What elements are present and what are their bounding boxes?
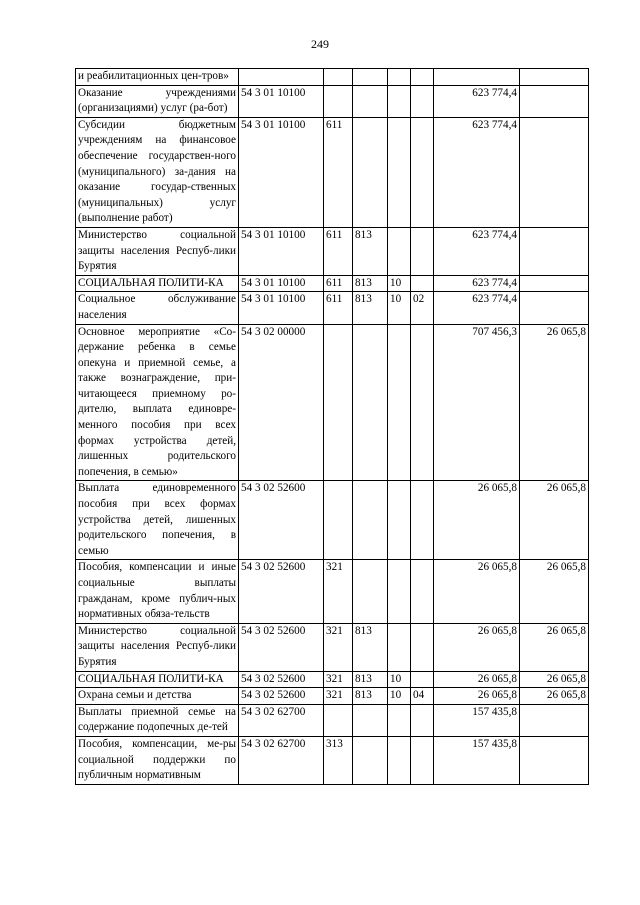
target-code-cell: 54 3 01 10100 <box>239 292 324 324</box>
federal-amount-cell <box>520 275 589 292</box>
item-name-cell: Министерство социальной защиты населения Респуб-лики Бурятия <box>76 623 239 671</box>
section-code-cell: 10 <box>388 671 411 688</box>
expense-type-cell: 321 <box>324 671 353 688</box>
ministry-code-cell <box>353 704 388 736</box>
target-code-cell: 54 3 02 62700 <box>239 736 324 784</box>
section-code-cell <box>388 117 411 227</box>
target-code-cell <box>239 69 324 86</box>
table-row <box>76 688 589 705</box>
expense-type-cell <box>324 481 353 560</box>
subsection-code-cell <box>411 671 434 688</box>
federal-amount-cell: 26 065,8 <box>520 560 589 623</box>
subsection-code-cell <box>411 69 434 86</box>
ministry-code-cell <box>353 69 388 86</box>
table-row <box>76 623 589 671</box>
item-name-cell: Выплаты приемной семье на содержание подопечных де-тей <box>76 704 239 736</box>
amount-cell: 623 774,4 <box>434 85 520 117</box>
item-name-cell: СОЦИАЛЬНАЯ ПОЛИТИ-КА <box>76 671 239 688</box>
item-name-cell: СОЦИАЛЬНАЯ ПОЛИТИ-КА <box>76 275 239 292</box>
expense-type-cell <box>324 85 353 117</box>
federal-amount-cell: 26 065,8 <box>520 623 589 671</box>
expense-type-cell: 611 <box>324 227 353 275</box>
amount-cell <box>434 69 520 86</box>
target-code-cell: 54 3 02 52600 <box>239 560 324 623</box>
section-code-cell: 10 <box>388 688 411 705</box>
amount-cell: 157 435,8 <box>434 736 520 784</box>
expense-type-cell: 611 <box>324 117 353 227</box>
item-name-cell: Министерство социальной защиты населения Респуб-лики Бурятия <box>76 227 239 275</box>
ministry-code-cell <box>353 736 388 784</box>
table-row <box>76 85 589 117</box>
target-code-cell: 54 3 01 10100 <box>239 227 324 275</box>
budget-table-body <box>76 69 589 785</box>
subsection-code-cell <box>411 736 434 784</box>
federal-amount-cell: 26 065,8 <box>520 688 589 705</box>
ministry-code-cell: 813 <box>353 275 388 292</box>
amount-cell: 623 774,4 <box>434 275 520 292</box>
item-name-cell: Основное мероприятие «Со-держание ребенка в семье опекуна и приемной семье, а также вознаграждение, при-читающееся приемному ро-дителю, выплата единовре-менного пособия при всех формах устройства детей, лишенных родительского попечения, в семью» <box>76 324 239 481</box>
amount-cell: 26 065,8 <box>434 671 520 688</box>
ministry-code-cell: 813 <box>353 623 388 671</box>
federal-amount-cell: 26 065,8 <box>520 324 589 481</box>
item-name-cell: Субсидии бюджетным учреждениям на финансовое обеспечение государствен-ного (муниципального) за-дания на оказание государ-ственных (муниципальных) услуг (выполнение работ) <box>76 117 239 227</box>
subsection-code-cell <box>411 623 434 671</box>
target-code-cell: 54 3 02 52600 <box>239 481 324 560</box>
ministry-code-cell: 813 <box>353 227 388 275</box>
target-code-cell: 54 3 02 52600 <box>239 688 324 705</box>
amount-cell: 707 456,3 <box>434 324 520 481</box>
table-row <box>76 292 589 324</box>
table-row <box>76 69 589 86</box>
section-code-cell <box>388 227 411 275</box>
subsection-code-cell <box>411 227 434 275</box>
amount-cell: 623 774,4 <box>434 227 520 275</box>
federal-amount-cell <box>520 736 589 784</box>
subsection-code-cell: 02 <box>411 292 434 324</box>
section-code-cell <box>388 560 411 623</box>
subsection-code-cell <box>411 481 434 560</box>
table-row <box>76 117 589 227</box>
item-name-cell: и реабилитационных цен-тров» <box>76 69 239 86</box>
subsection-code-cell <box>411 275 434 292</box>
target-code-cell: 54 3 02 52600 <box>239 623 324 671</box>
section-code-cell <box>388 704 411 736</box>
expense-type-cell: 321 <box>324 688 353 705</box>
expense-type-cell: 313 <box>324 736 353 784</box>
table-row <box>76 736 589 784</box>
federal-amount-cell <box>520 704 589 736</box>
expense-type-cell: 611 <box>324 292 353 324</box>
federal-amount-cell: 26 065,8 <box>520 671 589 688</box>
table-row <box>76 324 589 481</box>
ministry-code-cell <box>353 85 388 117</box>
ministry-code-cell: 813 <box>353 292 388 324</box>
ministry-code-cell <box>353 117 388 227</box>
item-name-cell: Социальное обслуживание населения <box>76 292 239 324</box>
section-code-cell <box>388 85 411 117</box>
section-code-cell <box>388 481 411 560</box>
expense-type-cell <box>324 704 353 736</box>
table-row <box>76 275 589 292</box>
budget-table <box>75 68 589 785</box>
section-code-cell <box>388 623 411 671</box>
target-code-cell: 54 3 02 52600 <box>239 671 324 688</box>
section-code-cell: 10 <box>388 292 411 324</box>
section-code-cell <box>388 736 411 784</box>
expense-type-cell: 321 <box>324 560 353 623</box>
federal-amount-cell <box>520 292 589 324</box>
subsection-code-cell <box>411 117 434 227</box>
ministry-code-cell: 813 <box>353 671 388 688</box>
item-name-cell: Охрана семьи и детства <box>76 688 239 705</box>
federal-amount-cell <box>520 69 589 86</box>
expense-type-cell <box>324 69 353 86</box>
subsection-code-cell <box>411 85 434 117</box>
section-code-cell <box>388 69 411 86</box>
amount-cell: 26 065,8 <box>434 688 520 705</box>
target-code-cell: 54 3 01 10100 <box>239 117 324 227</box>
ministry-code-cell <box>353 324 388 481</box>
federal-amount-cell <box>520 85 589 117</box>
ministry-code-cell <box>353 560 388 623</box>
table-row <box>76 227 589 275</box>
section-code-cell <box>388 324 411 481</box>
federal-amount-cell <box>520 227 589 275</box>
amount-cell: 623 774,4 <box>434 292 520 324</box>
target-code-cell: 54 3 01 10100 <box>239 275 324 292</box>
section-code-cell: 10 <box>388 275 411 292</box>
expense-type-cell: 321 <box>324 623 353 671</box>
table-row <box>76 671 589 688</box>
table-row <box>76 481 589 560</box>
item-name-cell: Пособия, компенсации, ме-ры социальной поддержки по публичным нормативным <box>76 736 239 784</box>
expense-type-cell <box>324 324 353 481</box>
table-row <box>76 560 589 623</box>
target-code-cell: 54 3 01 10100 <box>239 85 324 117</box>
amount-cell: 157 435,8 <box>434 704 520 736</box>
target-code-cell: 54 3 02 62700 <box>239 704 324 736</box>
amount-cell: 26 065,8 <box>434 623 520 671</box>
item-name-cell: Пособия, компенсации и иные социальные выплаты гражданам, кроме публич-ных нормативных обяза-тельств <box>76 560 239 623</box>
subsection-code-cell <box>411 324 434 481</box>
subsection-code-cell: 04 <box>411 688 434 705</box>
federal-amount-cell: 26 065,8 <box>520 481 589 560</box>
federal-amount-cell <box>520 117 589 227</box>
expense-type-cell: 611 <box>324 275 353 292</box>
table-row <box>76 704 589 736</box>
item-name-cell: Оказание учреждениями (организациями) услуг (ра-бот) <box>76 85 239 117</box>
ministry-code-cell: 813 <box>353 688 388 705</box>
subsection-code-cell <box>411 704 434 736</box>
subsection-code-cell <box>411 560 434 623</box>
ministry-code-cell <box>353 481 388 560</box>
item-name-cell: Выплата единовременного пособия при всех формах устройства детей, лишенных родительского попечения, в семью <box>76 481 239 560</box>
target-code-cell: 54 3 02 00000 <box>239 324 324 481</box>
page-number: 249 <box>311 37 329 51</box>
amount-cell: 26 065,8 <box>434 560 520 623</box>
amount-cell: 26 065,8 <box>434 481 520 560</box>
amount-cell: 623 774,4 <box>434 117 520 227</box>
